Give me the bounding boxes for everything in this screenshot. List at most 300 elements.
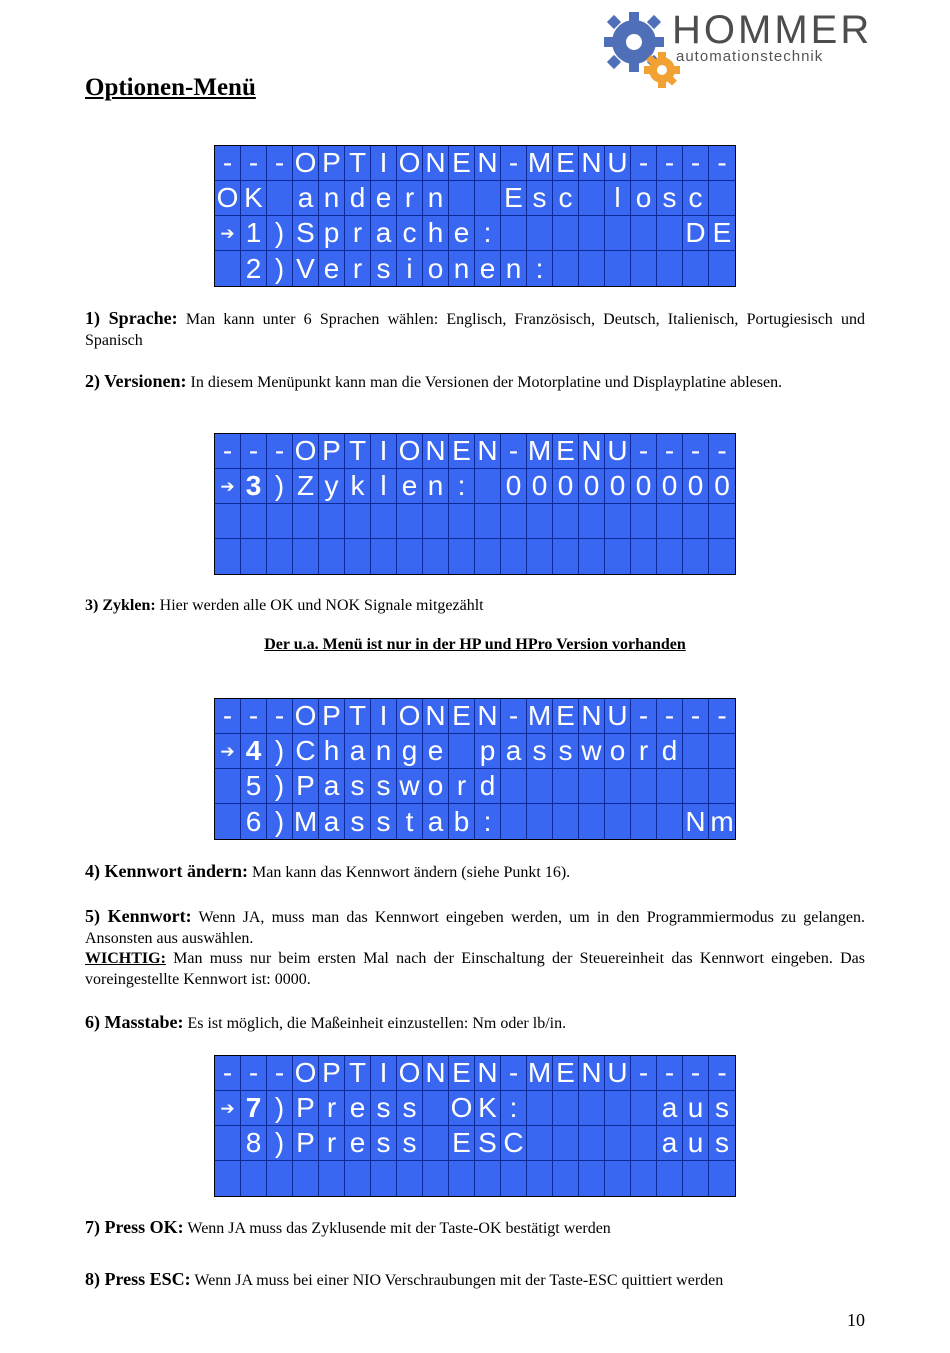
lcd-char-cell: T <box>345 146 371 181</box>
lcd-char-cell: s <box>345 804 371 839</box>
arrow-right-icon: ➔ <box>215 216 241 251</box>
lcd-char-cell: o <box>605 734 631 769</box>
lcd-char-cell: N <box>423 434 449 469</box>
lcd-char-cell: V <box>293 251 319 286</box>
lcd-char-cell: S <box>475 1126 501 1161</box>
lcd-char-cell: O <box>397 1056 423 1091</box>
lcd-char-cell: 0 <box>605 469 631 504</box>
label-press-ok: 7) Press OK: <box>85 1217 184 1237</box>
lcd-char-cell: - <box>267 1056 293 1091</box>
lcd-char-cell: K <box>241 181 267 216</box>
lcd-char-cell: O <box>397 146 423 181</box>
lcd-char-cell: k <box>345 469 371 504</box>
lcd-char-cell: o <box>423 769 449 804</box>
page-title: Optionen-Menü <box>85 74 256 101</box>
lcd-char-cell: E <box>449 1126 475 1161</box>
lcd-char-cell <box>605 804 631 839</box>
lcd-char-cell: N <box>683 804 709 839</box>
lcd-char-cell: - <box>631 699 657 734</box>
lcd-char-cell: h <box>423 216 449 251</box>
lcd-char-cell <box>631 804 657 839</box>
lcd-char-cell: ) <box>267 1091 293 1126</box>
lcd-char-cell: T <box>345 434 371 469</box>
lcd-char-cell <box>709 504 735 539</box>
lcd-char-cell: - <box>215 699 241 734</box>
lcd-char-cell: C <box>293 734 319 769</box>
lcd-char-cell: ) <box>267 734 293 769</box>
lcd-char-cell: e <box>449 216 475 251</box>
lcd-char-cell: P <box>293 1126 319 1161</box>
lcd-screen-4 <box>214 1055 736 1197</box>
lcd-char-cell <box>553 504 579 539</box>
lcd-char-cell: U <box>605 1056 631 1091</box>
lcd-char-cell: E <box>449 146 475 181</box>
lcd-char-cell: r <box>319 1126 345 1161</box>
lcd-char-cell: b <box>449 804 475 839</box>
lcd-char-cell: T <box>345 699 371 734</box>
label-wichtig: WICHTIG: <box>85 950 166 967</box>
lcd-char-cell <box>501 769 527 804</box>
lcd-char-cell <box>631 251 657 286</box>
lcd-char-cell: P <box>319 699 345 734</box>
lcd-char-cell: O <box>449 1091 475 1126</box>
lcd-char-cell: M <box>527 434 553 469</box>
lcd-char-cell: ) <box>267 469 293 504</box>
lcd-char-cell <box>527 216 553 251</box>
lcd-char-cell <box>683 734 709 769</box>
lcd-char-cell: E <box>501 181 527 216</box>
arrow-right-icon: ➔ <box>215 1091 241 1126</box>
lcd-char-cell: g <box>397 734 423 769</box>
lcd-char-cell: i <box>397 251 423 286</box>
lcd-char-cell <box>657 1161 683 1196</box>
lcd-char-cell: - <box>657 434 683 469</box>
lcd-char-cell <box>319 504 345 539</box>
lcd-char-cell: - <box>709 1056 735 1091</box>
lcd-char-cell: s <box>709 1091 735 1126</box>
lcd-char-cell <box>319 1161 345 1196</box>
label-press-esc: 8) Press ESC: <box>85 1269 191 1289</box>
lcd-char-cell <box>501 216 527 251</box>
lcd-char-cell: 3 <box>241 469 267 504</box>
lcd-char-cell <box>553 1091 579 1126</box>
lcd-char-cell: n <box>319 181 345 216</box>
lcd-char-cell: n <box>449 251 475 286</box>
lcd-char-cell: o <box>631 181 657 216</box>
lcd-char-cell: N <box>579 434 605 469</box>
lcd-char-cell <box>579 1091 605 1126</box>
lcd-char-cell: E <box>449 434 475 469</box>
lcd-char-cell: E <box>553 699 579 734</box>
lcd-char-cell: - <box>501 146 527 181</box>
lcd-char-cell: - <box>657 1056 683 1091</box>
lcd-char-cell: : <box>475 216 501 251</box>
lcd-char-cell <box>449 539 475 574</box>
lcd-char-cell: P <box>319 1056 345 1091</box>
lcd-char-cell: 0 <box>527 469 553 504</box>
text-zyklen: Hier werden alle OK und NOK Signale mitgezählt <box>155 597 484 614</box>
lcd-char-cell: y <box>319 469 345 504</box>
lcd-char-cell <box>709 181 735 216</box>
lcd-char-cell: O <box>293 146 319 181</box>
lcd-char-cell: e <box>423 734 449 769</box>
lcd-char-cell: 0 <box>553 469 579 504</box>
lcd-char-cell: - <box>631 434 657 469</box>
lcd-char-cell <box>527 1091 553 1126</box>
lcd-char-cell <box>579 1161 605 1196</box>
lcd-char-cell <box>553 769 579 804</box>
lcd-char-cell <box>579 181 605 216</box>
lcd-char-cell: w <box>397 769 423 804</box>
logo-name: HOMMER <box>672 8 873 52</box>
lcd-char-cell <box>631 504 657 539</box>
text-wichtig: Man muss nur beim ersten Mal nach der Einschaltung der Steuereinheit das Kennwort eingeben. Das voreingestellte Kennwort ist: 0000. <box>85 950 865 988</box>
lcd-char-cell <box>579 251 605 286</box>
lcd-char-cell <box>579 1126 605 1161</box>
lcd-char-cell: 0 <box>579 469 605 504</box>
label-sprache: 1) Sprache: <box>85 308 178 328</box>
lcd-char-cell: N <box>475 1056 501 1091</box>
text-versionen: In diesem Menüpunkt kann man die Versionen der Motorplatine und Displayplatine ablesen. <box>186 374 783 391</box>
lcd-char-cell: s <box>397 1126 423 1161</box>
lcd-char-cell: - <box>215 146 241 181</box>
lcd-char-cell <box>241 504 267 539</box>
lcd-char-cell <box>579 504 605 539</box>
lcd-char-cell <box>683 1161 709 1196</box>
lcd-char-cell <box>267 1161 293 1196</box>
lcd-char-cell <box>553 539 579 574</box>
lcd-char-cell: s <box>657 181 683 216</box>
lcd-char-cell <box>267 504 293 539</box>
lcd-char-cell <box>527 504 553 539</box>
lcd-char-cell: ) <box>267 216 293 251</box>
lcd-char-cell <box>709 1161 735 1196</box>
lcd-char-cell: - <box>501 434 527 469</box>
lcd-char-cell: - <box>683 434 709 469</box>
lcd-char-cell: K <box>475 1091 501 1126</box>
lcd-char-cell: - <box>241 434 267 469</box>
lcd-char-cell: c <box>553 181 579 216</box>
lcd-char-cell <box>579 539 605 574</box>
lcd-char-cell: 8 <box>241 1126 267 1161</box>
lcd-char-cell: - <box>709 699 735 734</box>
lcd-char-cell: M <box>527 1056 553 1091</box>
label-masstabe: 6) Masstabe: <box>85 1012 184 1032</box>
lcd-char-cell: S <box>293 216 319 251</box>
company-logo <box>598 8 878 92</box>
lcd-char-cell <box>319 539 345 574</box>
text-sprache: Man kann unter 6 Sprachen wählen: Englisch, Französisch, Deutsch, Italienisch, Portugiesisch und Spanisch <box>85 311 865 349</box>
lcd-char-cell <box>475 539 501 574</box>
label-zyklen: 3) Zyklen: <box>85 597 156 614</box>
lcd-char-cell <box>215 1126 241 1161</box>
lcd-char-cell: c <box>397 216 423 251</box>
lcd-char-cell: h <box>319 734 345 769</box>
lcd-char-cell <box>215 804 241 839</box>
lcd-char-cell: n <box>371 734 397 769</box>
lcd-char-cell: - <box>215 434 241 469</box>
lcd-char-cell: - <box>215 1056 241 1091</box>
lcd-char-cell: p <box>475 734 501 769</box>
lcd-char-cell <box>631 1161 657 1196</box>
text-masstabe: Es ist möglich, die Maßeinheit einzustellen: Nm oder lb/in. <box>183 1015 567 1032</box>
lcd-char-cell: - <box>501 699 527 734</box>
lcd-char-cell: c <box>683 181 709 216</box>
lcd-char-cell <box>683 539 709 574</box>
lcd-char-cell: P <box>319 146 345 181</box>
lcd-char-cell: a <box>293 181 319 216</box>
lcd-char-cell <box>527 769 553 804</box>
lcd-char-cell <box>449 734 475 769</box>
lcd-char-cell <box>709 769 735 804</box>
lcd-char-cell: u <box>683 1126 709 1161</box>
lcd-char-cell: ) <box>267 769 293 804</box>
lcd-char-cell: - <box>683 1056 709 1091</box>
lcd-char-cell <box>605 1126 631 1161</box>
lcd-char-cell: N <box>579 146 605 181</box>
lcd-char-cell: : <box>475 804 501 839</box>
lcd-char-cell <box>475 504 501 539</box>
lcd-char-cell: ) <box>267 251 293 286</box>
lcd-char-cell: E <box>553 1056 579 1091</box>
lcd-char-cell: - <box>683 146 709 181</box>
label-kennwort-aendern: 4) Kennwort ändern: <box>85 861 248 881</box>
lcd-char-cell: I <box>371 699 397 734</box>
lcd-char-cell: e <box>397 469 423 504</box>
lcd-char-cell <box>449 504 475 539</box>
paragraph-masstabe <box>85 1012 865 1034</box>
lcd-char-cell: O <box>293 699 319 734</box>
lcd-char-cell: N <box>423 146 449 181</box>
lcd-char-cell <box>657 216 683 251</box>
lcd-char-cell <box>631 216 657 251</box>
lcd-char-cell <box>605 769 631 804</box>
lcd-char-cell: 4 <box>241 734 267 769</box>
lcd-char-cell <box>683 251 709 286</box>
version-note: Der u.a. Menü ist nur in der HP und HPro Version vorhanden <box>264 636 686 653</box>
lcd-screen-2 <box>214 433 736 575</box>
lcd-char-cell: I <box>371 434 397 469</box>
lcd-char-cell <box>267 181 293 216</box>
lcd-char-cell: - <box>657 699 683 734</box>
lcd-char-cell: : <box>527 251 553 286</box>
lcd-char-cell: m <box>710 805 734 837</box>
lcd-char-cell: e <box>345 1126 371 1161</box>
lcd-char-cell <box>501 1161 527 1196</box>
lcd-char-cell: a <box>501 734 527 769</box>
text-kennwort-aendern: Man kann das Kennwort ändern (siehe Punkt 16). <box>248 864 571 881</box>
lcd-char-cell: N <box>579 699 605 734</box>
lcd-char-cell: r <box>345 216 371 251</box>
lcd-char-cell: O <box>293 1056 319 1091</box>
lcd-char-cell: p <box>319 216 345 251</box>
lcd-char-cell: s <box>371 769 397 804</box>
lcd-char-cell: a <box>423 804 449 839</box>
lcd-char-cell: N <box>475 699 501 734</box>
lcd-char-cell <box>423 539 449 574</box>
lcd-char-cell: u <box>683 1091 709 1126</box>
lcd-char-cell: O <box>397 434 423 469</box>
lcd-char-cell <box>345 504 371 539</box>
lcd-char-cell <box>579 216 605 251</box>
lcd-char-cell: O <box>397 699 423 734</box>
text-press-ok: Wenn JA muss das Zyklusende mit der Taste-OK bestätigt werden <box>183 1220 611 1237</box>
paragraph-versionen <box>85 371 865 393</box>
lcd-char-cell: I <box>371 1056 397 1091</box>
lcd-char-cell <box>527 539 553 574</box>
lcd-char-cell: N <box>475 434 501 469</box>
lcd-char-cell <box>527 1126 553 1161</box>
lcd-char-cell: - <box>709 434 735 469</box>
lcd-char-cell: E <box>449 1056 475 1091</box>
lcd-char-cell: e <box>319 251 345 286</box>
lcd-char-cell: - <box>241 699 267 734</box>
lcd-char-cell: 7 <box>241 1091 267 1126</box>
lcd-char-cell: : <box>501 1091 527 1126</box>
lcd-char-cell <box>371 539 397 574</box>
arrow-right-icon: ➔ <box>215 469 241 504</box>
lcd-char-cell <box>293 1161 319 1196</box>
lcd-char-cell: r <box>397 181 423 216</box>
lcd-char-cell: P <box>293 1091 319 1126</box>
lcd-char-cell: N <box>579 1056 605 1091</box>
lcd-char-cell <box>579 804 605 839</box>
lcd-char-cell <box>605 1091 631 1126</box>
lcd-char-cell: - <box>241 1056 267 1091</box>
lcd-char-cell <box>501 804 527 839</box>
lcd-char-cell: s <box>371 1091 397 1126</box>
lcd-char-cell <box>397 504 423 539</box>
lcd-char-cell: N <box>423 699 449 734</box>
lcd-char-cell <box>423 1126 449 1161</box>
text-press-esc: Wenn JA muss bei einer NIO Verschraubungen mit der Taste-ESC quittiert werden <box>190 1272 724 1289</box>
lcd-char-cell <box>657 539 683 574</box>
lcd-char-cell: - <box>657 146 683 181</box>
lcd-char-cell <box>657 769 683 804</box>
lcd-char-cell <box>657 804 683 839</box>
arrow-right-icon: ➔ <box>215 734 241 769</box>
lcd-char-cell: l <box>371 469 397 504</box>
lcd-char-cell: O <box>293 434 319 469</box>
lcd-char-cell: s <box>345 769 371 804</box>
lcd-char-cell: s <box>553 734 579 769</box>
lcd-char-cell <box>241 1161 267 1196</box>
lcd-char-cell: ) <box>267 1126 293 1161</box>
lcd-char-cell <box>527 804 553 839</box>
lcd-char-cell: a <box>371 216 397 251</box>
lcd-char-cell <box>553 251 579 286</box>
lcd-char-cell: e <box>475 251 501 286</box>
lcd-char-cell: O <box>215 181 241 216</box>
lcd-char-cell: - <box>709 146 735 181</box>
lcd-char-cell: r <box>345 251 371 286</box>
lcd-char-cell: N <box>475 146 501 181</box>
lcd-char-cell <box>501 504 527 539</box>
lcd-char-cell <box>631 1126 657 1161</box>
lcd-char-cell: d <box>475 769 501 804</box>
lcd-char-cell: s <box>527 734 553 769</box>
lcd-char-cell <box>631 769 657 804</box>
lcd-char-cell <box>605 539 631 574</box>
lcd-screen-3 <box>214 698 736 840</box>
lcd-char-cell: - <box>631 146 657 181</box>
lcd-char-cell <box>267 539 293 574</box>
lcd-char-cell <box>397 1161 423 1196</box>
lcd-char-cell: - <box>631 1056 657 1091</box>
lcd-screen-1 <box>214 145 736 287</box>
lcd-char-cell: s <box>371 1126 397 1161</box>
lcd-char-cell <box>423 504 449 539</box>
lcd-char-cell <box>423 1161 449 1196</box>
lcd-char-cell: U <box>605 699 631 734</box>
lcd-char-cell <box>449 1161 475 1196</box>
lcd-char-cell: E <box>449 699 475 734</box>
lcd-char-cell <box>683 504 709 539</box>
lcd-char-cell: - <box>241 146 267 181</box>
lcd-char-cell: r <box>631 734 657 769</box>
lcd-char-cell <box>345 1161 371 1196</box>
page-number: 10 <box>847 1310 865 1330</box>
lcd-char-cell: l <box>605 181 631 216</box>
lcd-char-cell <box>631 1091 657 1126</box>
lcd-char-cell: - <box>501 1056 527 1091</box>
lcd-char-cell <box>241 539 267 574</box>
lcd-char-cell: U <box>605 434 631 469</box>
lcd-char-cell: 2 <box>241 251 267 286</box>
lcd-char-cell <box>293 539 319 574</box>
lcd-char-cell <box>215 504 241 539</box>
lcd-char-cell <box>475 1161 501 1196</box>
lcd-char-cell <box>371 1161 397 1196</box>
lcd-char-cell <box>553 216 579 251</box>
lcd-char-cell <box>579 769 605 804</box>
lcd-char-cell: M <box>527 699 553 734</box>
paragraph-press-ok <box>85 1217 865 1239</box>
lcd-char-cell: M <box>527 146 553 181</box>
lcd-char-cell <box>605 251 631 286</box>
paragraph-sprache <box>85 308 865 351</box>
lcd-char-cell: : <box>449 469 475 504</box>
lcd-char-cell <box>527 1161 553 1196</box>
lcd-char-cell: r <box>319 1091 345 1126</box>
lcd-char-cell <box>683 769 709 804</box>
lcd-char-cell <box>345 539 371 574</box>
lcd-char-cell: U <box>605 146 631 181</box>
lcd-char-cell: 0 <box>657 469 683 504</box>
lcd-char-cell: s <box>397 1091 423 1126</box>
lcd-char-cell: 1 <box>241 216 267 251</box>
lcd-char-cell: s <box>709 1126 735 1161</box>
lcd-char-cell: a <box>319 804 345 839</box>
lcd-char-cell: N <box>423 1056 449 1091</box>
lcd-char-cell: a <box>657 1091 683 1126</box>
lcd-char-cell: ) <box>267 804 293 839</box>
lcd-char-cell: I <box>371 146 397 181</box>
lcd-char-cell: a <box>657 1126 683 1161</box>
lcd-char-cell <box>475 469 501 504</box>
lcd-char-cell <box>449 181 475 216</box>
lcd-char-cell: s <box>371 804 397 839</box>
lcd-char-cell: a <box>345 734 371 769</box>
lcd-char-cell <box>631 539 657 574</box>
lcd-char-cell <box>475 181 501 216</box>
label-kennwort: 5) Kennwort: <box>85 906 192 926</box>
lcd-char-cell: P <box>319 434 345 469</box>
text-kennwort: Wenn JA, muss man das Kennwort eingeben werden, um in den Programmiermodus zu gelangen. Ansonsten aus auswählen. <box>85 909 865 947</box>
lcd-char-cell <box>605 504 631 539</box>
label-versionen: 2) Versionen: <box>85 371 187 391</box>
lcd-char-cell <box>553 804 579 839</box>
